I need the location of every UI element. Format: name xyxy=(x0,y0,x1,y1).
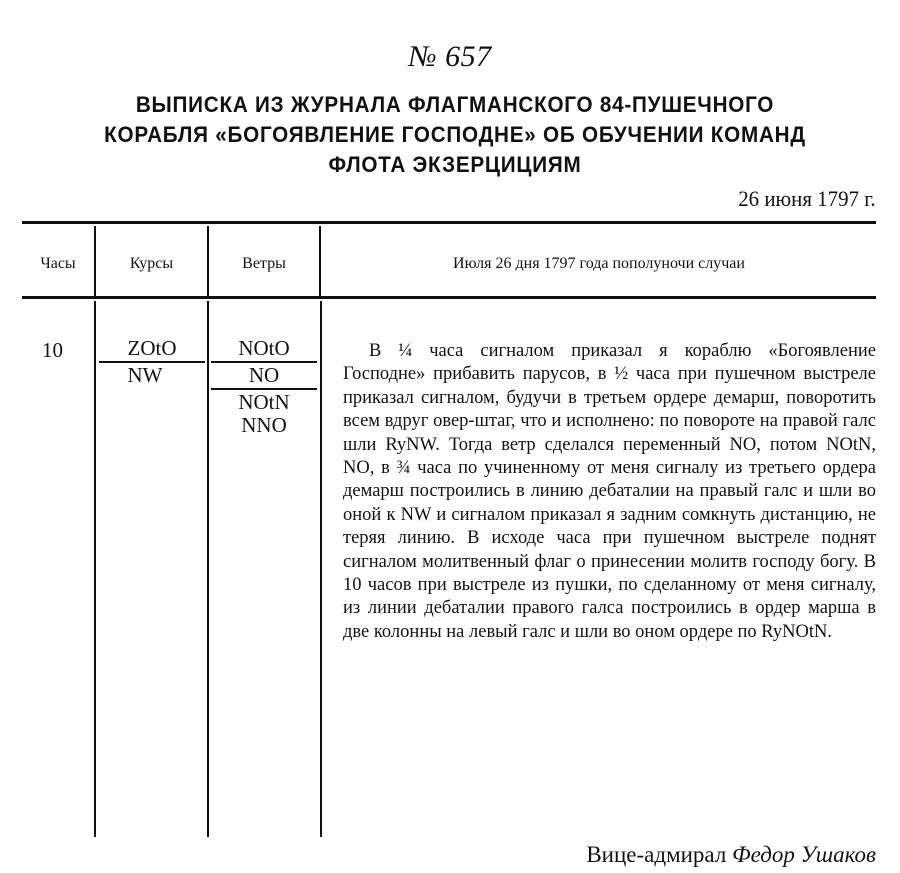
events-paragraph: В ¼ часа сигналом приказал я кораблю «Богоявление Господне» прибавить парусов, в ½ часа при пушечном выстреле приказал сигналом, будучи в третьем ордере демарш, поворотить всем вдруг овер-штаг, что и исполнено: по повороте на правой галс шли RyNW. Тогда ветр сделался переменный NO, потом NOtN, NO, в ¾ часа по учиненному от меня сигналу из третьего ордера демарш построились в линию дебаталии на правый галс и шли во оной к NW и сигналом приказал я задним сомкнуть дистанцию, не теряя линию. В исходе часа при пушечном выстреле поднят сигналом молитвенный флаг о принесении молитв господу богу. В 10 часов при выстреле из пушки, по сделанному от меня сигналу, из линии дебаталии правого галса построились в ордер марша в две колонны на левый галс и шли во оном ордере по RyNOtN. xyxy=(343,341,876,642)
column-divider xyxy=(320,301,322,837)
title-line: ВЫПИСКА ИЗ ЖУРНАЛА ФЛАГМАНСКОГО 84-ПУШЕЧНОГО xyxy=(135,92,775,117)
header-winds: Ветры xyxy=(242,255,286,272)
cell-hour: 10 xyxy=(42,338,63,362)
wind-value: NOtO xyxy=(238,336,290,360)
title-line: КОРАБЛЯ «БОГОЯВЛЕНИЕ ГОСПОДНЕ» ОБ ОБУЧЕНИИ КОМАНД xyxy=(104,122,806,147)
cell-courses xyxy=(99,337,205,387)
signature-rank: Вице-адмирал xyxy=(586,842,727,867)
column-divider xyxy=(319,226,321,296)
header-hours: Часы xyxy=(40,255,76,272)
course-value: ZOtO xyxy=(127,336,177,360)
table-top-rule xyxy=(22,221,876,224)
document-title xyxy=(56,90,855,180)
document-date: 26 июня 1797 г. xyxy=(738,186,876,211)
wind-value: NNO xyxy=(241,413,287,437)
column-divider xyxy=(207,301,209,837)
signature-name: Федор Ушаков xyxy=(732,842,876,867)
wind-value: NOtN xyxy=(238,390,290,414)
wind-value: NO xyxy=(248,363,280,387)
cell-events xyxy=(343,340,876,644)
course-value: NW xyxy=(127,363,163,387)
cell-winds xyxy=(211,337,317,437)
document-number: № 657 xyxy=(408,40,492,73)
title-line: ФЛОТА ЭКЗЕРЦИЦИЯМ xyxy=(328,152,582,177)
header-courses: Курсы xyxy=(129,255,174,272)
header-events: Июля 26 дня 1797 года пополуночи случаи xyxy=(453,255,745,272)
signature xyxy=(586,842,876,868)
table-header-rule xyxy=(22,296,876,299)
